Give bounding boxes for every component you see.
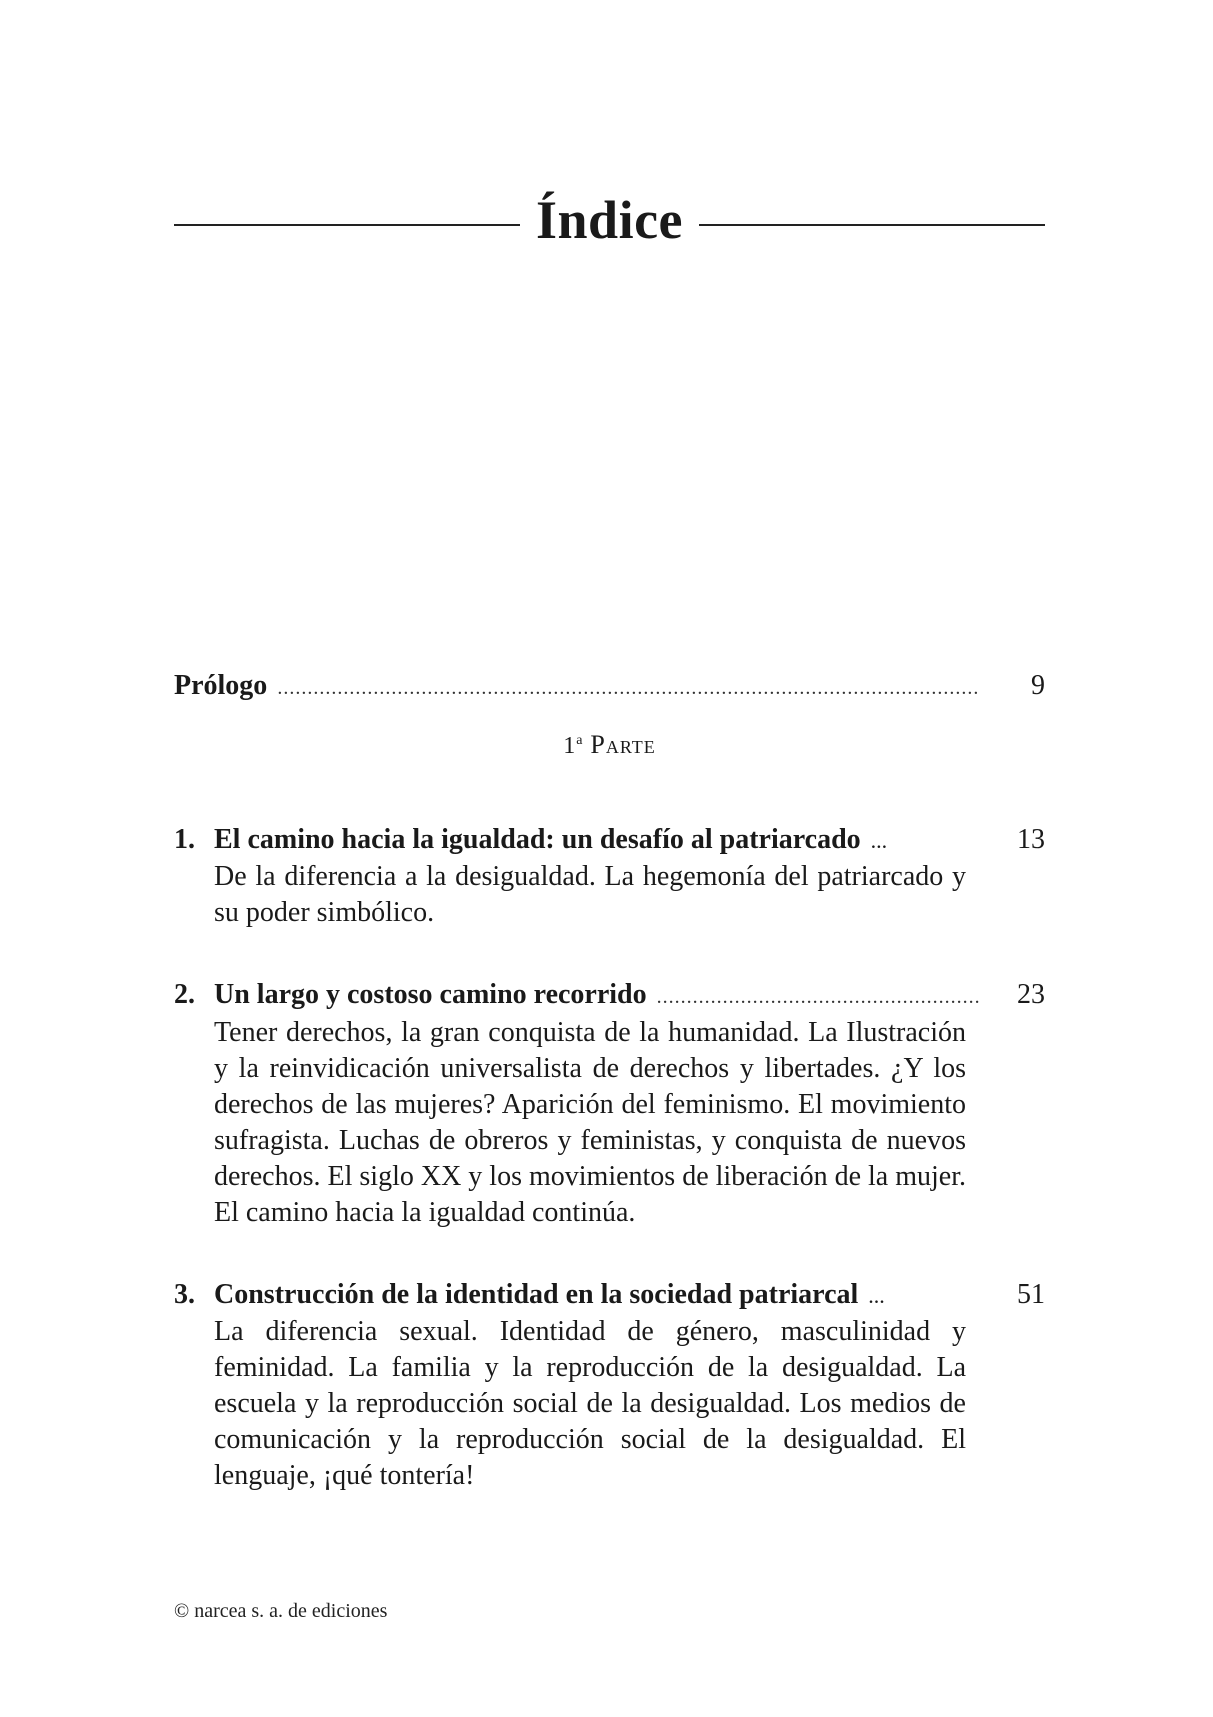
entry-page-number: 51 xyxy=(1017,1279,1045,1310)
entry-number: 2. xyxy=(174,979,195,1010)
toc-prologue xyxy=(174,668,1045,706)
entry-description: La diferencia sexual. Identidad de género, masculinidad y feminidad. La familia y la reproducción de la desigualdad. La escuela y la reproducción social de la desigualdad. Los medios de comunicación y la reproducción social de la desigualdad. El lenguaje, ¡qué tontería! xyxy=(214,1316,966,1491)
toc-entry-1 xyxy=(174,822,1045,931)
entry-leader: ... xyxy=(870,828,888,853)
copyright-footer: © narcea s. a. de ediciones xyxy=(174,1600,388,1622)
entry-leader: ... xyxy=(868,1283,885,1308)
prologue-title: Prólogo xyxy=(174,670,268,701)
entry-line xyxy=(174,822,1045,859)
entry-page-number: 23 xyxy=(1017,979,1045,1010)
entry-number: 3. xyxy=(174,1279,195,1310)
dot-leader xyxy=(277,670,979,706)
heading-row xyxy=(174,180,1045,260)
toc-entry-2 xyxy=(174,977,1045,1231)
dot-leader xyxy=(657,979,979,1015)
entry-number: 1. xyxy=(174,824,195,855)
prologue-page-number: 9 xyxy=(1031,670,1045,701)
entry-page-number: 13 xyxy=(1017,824,1045,855)
entry-title: Un largo y costoso camino recorrido xyxy=(214,979,647,1010)
part-ordinal-mark: a xyxy=(576,733,584,748)
part-number: 1 xyxy=(563,733,577,759)
entry-title: Construcción de la identidad en la sociedad patriarcal xyxy=(214,1279,859,1310)
page-title: Índice xyxy=(535,190,684,250)
prologue-line xyxy=(174,668,1045,706)
entry-title: El camino hacia la igualdad: un desafío al patriarcado xyxy=(214,824,861,855)
entry-line xyxy=(174,977,1045,1015)
heading-rule-right xyxy=(699,224,1045,226)
entry-description: Tener derechos, la gran conquista de la humanidad. La Ilustración y la reinvidicación universalista de derechos y libertades. ¿Y los derechos de las mujeres? Aparición del feminismo. El movimiento sufragista. Luchas de obreros y feministas, y conquista de nuevos derechos. El siglo XX y los movimientos de liberación de la mujer. El camino hacia la igualdad continúa. xyxy=(214,1017,966,1228)
heading-rule-left xyxy=(174,224,520,226)
entry-line xyxy=(174,1277,1045,1314)
part-label xyxy=(174,730,1045,760)
part-word: Parte xyxy=(590,730,656,759)
entry-description: De la diferencia a la desigualdad. La hegemonía del patriarcado y su poder simbólico. xyxy=(214,861,966,928)
toc-entry-3 xyxy=(174,1277,1045,1494)
